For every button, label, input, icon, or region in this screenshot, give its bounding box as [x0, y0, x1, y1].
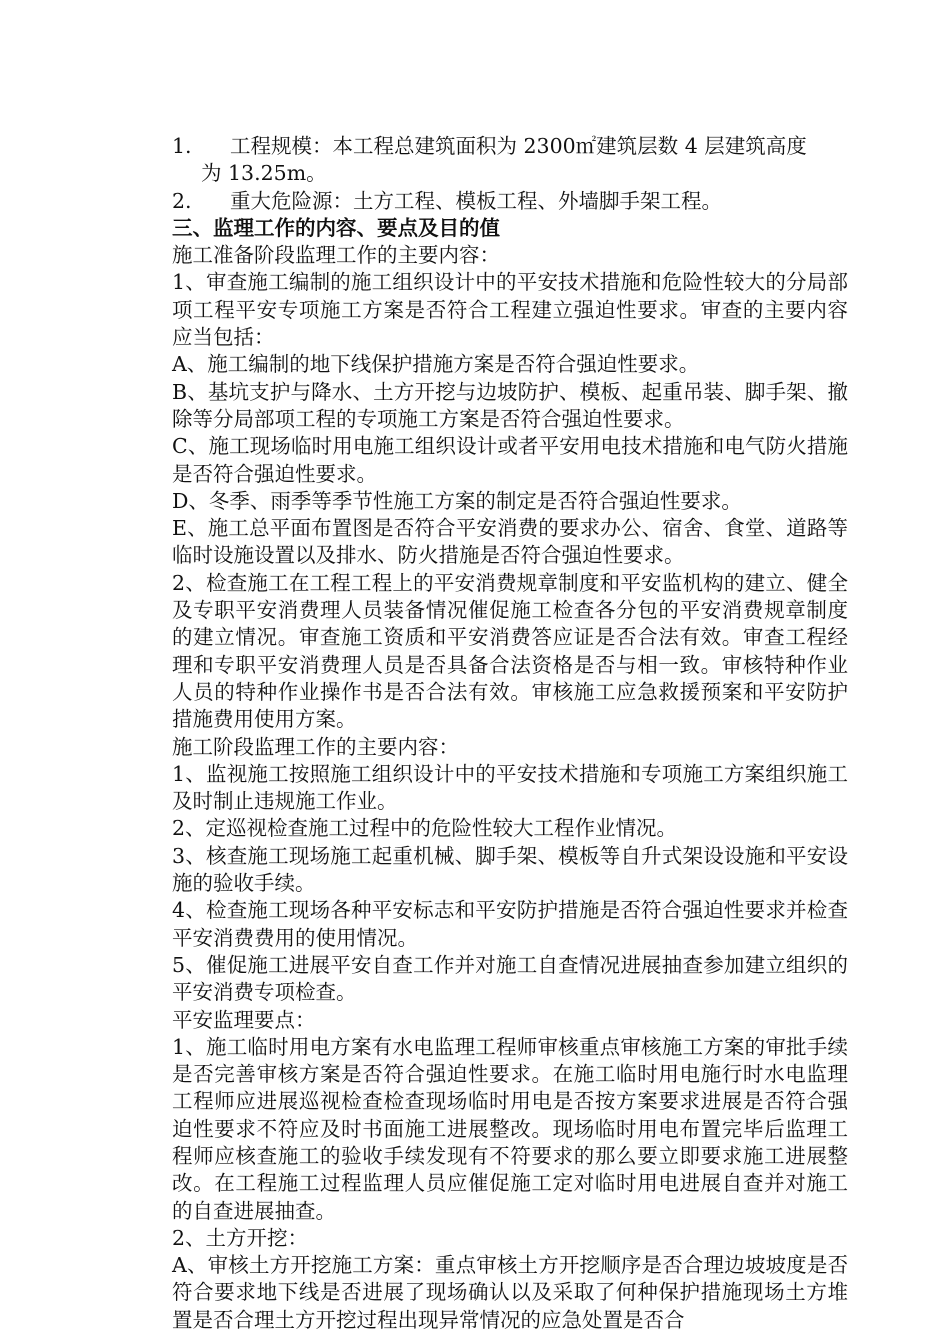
paragraph: 3、核查施工现场施工起重机械、脚手架、模板等自升式架设设施和平安设施的验收手续。 — [172, 843, 848, 896]
item-text: 重大危险源：土方工程、模板工程、外墙脚手架工程。 — [230, 188, 722, 213]
paragraph: 1、监视施工按照施工组织设计中的平安技术措施和专项施工方案组织施工及时制止违规施工作业。 — [172, 761, 848, 814]
paragraph: B、基坑支护与降水、土方开挖与边坡防护、模板、起重吊装、脚手架、撤除等分局部项工程的专项施工方案是否符合强迫性要求。 — [172, 379, 848, 431]
paragraph: 4、检查施工现场各种平安标志和平安防护措施是否符合强迫性要求并检查平安消费费用的使用情况。 — [172, 898, 848, 950]
paragraph: A、审核土方开挖施工方案：重点审核土方开挖顺序是否合理边坡坡度是否符合要求地下线是否进展了现场确认以及采取了何种保护措施现场土方堆置是否合理土方开挖过程出现异常情况的应急处置是否合 — [172, 1253, 848, 1332]
numbered-item — [172, 133, 848, 160]
paragraph: A、施工编制的地下线保护措施方案是否符合强迫性要求。 — [172, 352, 700, 377]
paragraph: 2、检查施工在工程工程上的平安消费规章制度和平安监机构的建立、健全及专职平安消费理人员装备情况催促施工检查各分包的平安消费规章制度的建立情况。审查施工资质和平安消费答应证是否合法有效。审查工程经理和专职平安消费理人员是否具备合法资格是否与相一致。审核特种作业人员的特种作业操作书是否合法有效。审核施工应急救援预案和平安防护措施费用使用方案。 — [172, 570, 848, 732]
section-title: 三、监理工作的内容、要点及目的值 — [172, 215, 500, 240]
numbered-item — [172, 188, 848, 215]
document-body — [172, 133, 848, 1334]
item-continuation: 为 13.25m。 — [201, 161, 327, 186]
paragraph: C、施工现场临时用电施工组织设计或者平安用电技术措施和电气防火措施是否符合强迫性要求。 — [172, 434, 848, 486]
item-number: 2. — [172, 188, 192, 213]
paragraph: 施工阶段监理工作的主要内容： — [172, 734, 459, 759]
paragraph: 施工准备阶段监理工作的主要内容： — [172, 243, 500, 268]
paragraph: 平安监理要点： — [172, 1007, 316, 1032]
paragraph: 2、定巡视检查施工过程中的危险性较大工程作业情况。 — [172, 816, 678, 841]
paragraph: D、冬季、雨季等季节性施工方案的制定是否符合强迫性要求。 — [172, 488, 742, 513]
item-text: 工程规模：本工程总建筑面积为 2300㎡建筑层数 4 层建筑高度 — [230, 134, 807, 158]
paragraph: 1、施工临时用电方案有水电监理工程师审核重点审核施工方案的审批手续是否完善审核方案是否符合强迫性要求。在施工临时用电施行时水电监理工程师应进展巡视检查检查现场临时用电是否按方案要求进展是否符合强迫性要求不符应及时书面施工进展整改。现场临时用电布置完毕后监理工程师应核查施工的验收手续发现有不符要求的那么要立即要求施工进展整改。在工程施工过程监理人员应催促施工定对临时用电进展自查并对施工的自查进展抽查。 — [172, 1034, 848, 1223]
paragraph: E、施工总平面布置图是否符合平安消费的要求办公、宿舍、食堂、道路等临时设施设置以及排水、防火措施是否符合强迫性要求。 — [172, 516, 848, 568]
paragraph: 1、审查施工编制的施工组织设计中的平安技术措施和危险性较大的分局部项工程平安专项施工方案是否符合工程建立强迫性要求。审查的主要内容应当包括： — [172, 270, 848, 350]
paragraph-list — [172, 242, 848, 1334]
item-number: 1. — [172, 134, 192, 158]
paragraph: 5、催促施工进展平安自查工作并对施工自查情况进展抽查参加建立组织的平安消费专项检查。 — [172, 952, 848, 1005]
paragraph: 2、土方开挖： — [172, 1225, 309, 1250]
